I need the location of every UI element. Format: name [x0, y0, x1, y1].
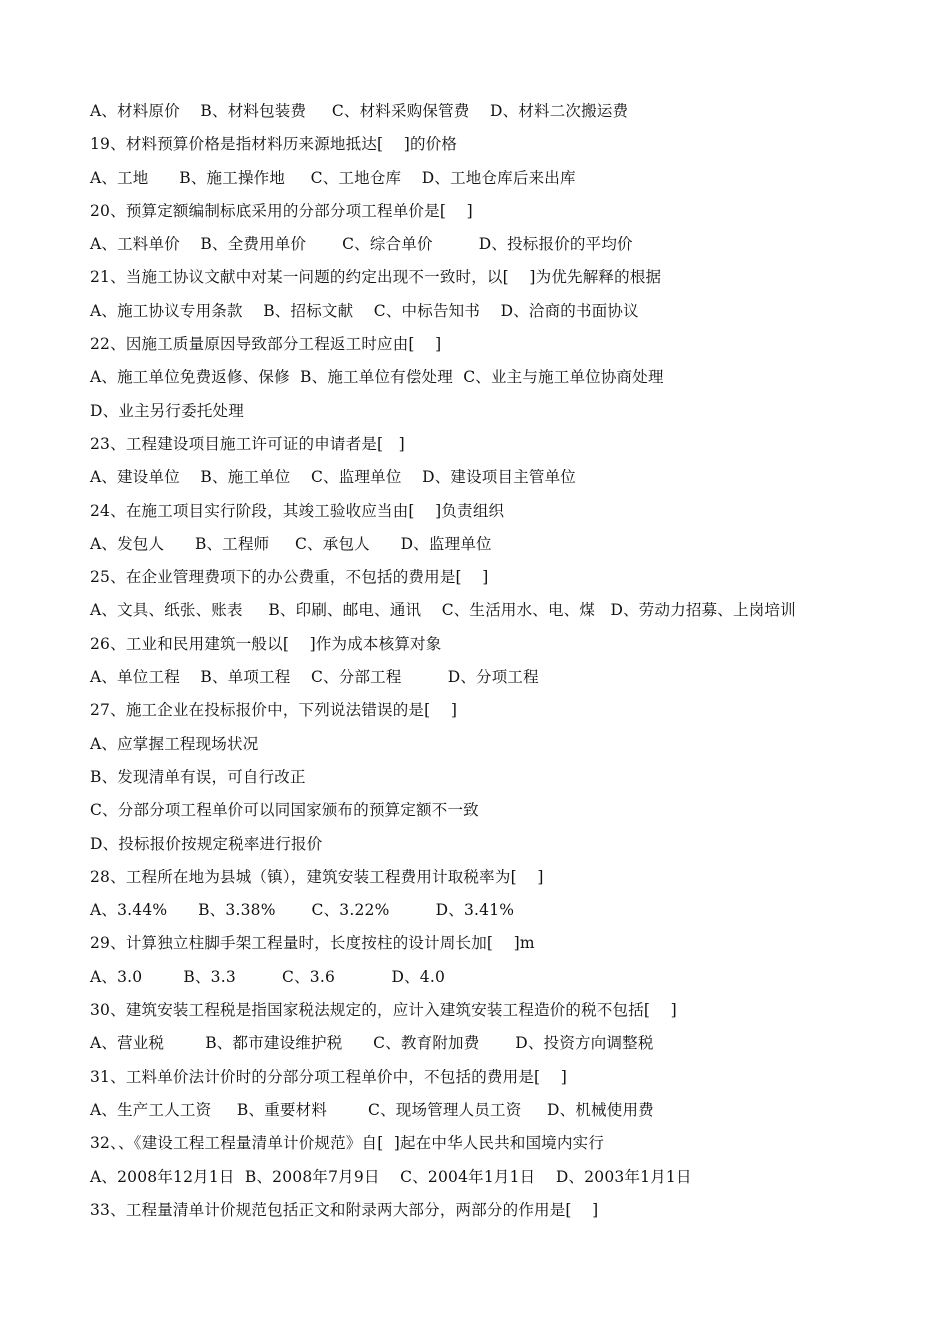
- text-line: C、分部分项工程单价可以同国家颁布的预算定额不一致: [90, 801, 479, 820]
- text-line: 23、工程建设项目施工许可证的申请者是[ ]: [90, 434, 405, 453]
- text-line: D、投标报价按规定税率进行报价: [90, 834, 323, 853]
- text-line: 29、计算独立柱脚手架工程量时，长度按柱的设计周长加[ ]m: [90, 934, 535, 953]
- text-line: 31、工料单价法计价时的分部分项工程单价中，不包括的费用是[ ]: [90, 1067, 568, 1086]
- text-line: 32、、《建设工程工程量清单计价规范》自[ ]起在中华人民共和国境内实行: [90, 1134, 605, 1153]
- text-line: B、发现清单有误，可自行改正: [90, 767, 306, 786]
- text-line: A、工料单价 B、全费用单价 C、综合单价 D、投标报价的平均价: [90, 235, 633, 254]
- text-line: A、施工单位免费返修、保修 B、施工单位有偿处理 C、业主与施工单位协商处理: [90, 368, 664, 387]
- text-line: A、3.44% B、3.38% C、3.22% D、3.41%: [90, 901, 515, 920]
- text-line: 33、工程量清单计价规范包括正文和附录两大部分，两部分的作用是[ ]: [90, 1200, 599, 1219]
- text-line: A、应掌握工程现场状况: [90, 734, 259, 753]
- text-line: 28、工程所在地为县城（镇），建筑安装工程费用计取税率为[ ]: [90, 867, 544, 886]
- text-line: 22、因施工质量原因导致部分工程返工时应由[ ]: [90, 335, 442, 354]
- question-text-block: [90, 99, 940, 1231]
- text-line: A、文具、纸张、账表 B、印刷、邮电、通讯 C、生活用水、电、煤 D、劳动力招募、上岗培训: [90, 601, 796, 620]
- text-line: A、施工协议专用条款 B、招标文献 C、中标告知书 D、洽商的书面协议: [90, 301, 639, 320]
- text-line: 27、施工企业在投标报价中，下列说法错误的是[ ]: [90, 701, 458, 720]
- text-line: 20、预算定额编制标底采用的分部分项工程单价是[ ]: [90, 201, 473, 220]
- text-line: A、生产工人工资 B、重要材料 C、现场管理人员工资 D、机械使用费: [90, 1100, 654, 1119]
- text-line: 25、在企业管理费项下的办公费重，不包括的费用是[ ]: [90, 568, 489, 587]
- text-line: A、2008年12月1日 B、2008年7月9日 C、2004年1月1日 D、2003年1月1日: [90, 1167, 692, 1186]
- text-line: A、材料原价 B、材料包装费 C、材料采购保管费 D、材料二次搬运费: [90, 102, 629, 120]
- text-line: 26、工业和民用建筑一般以[ ]作为成本核算对象: [90, 634, 442, 653]
- text-line: A、发包人 B、工程师 C、承包人 D、监理单位: [90, 534, 492, 553]
- text-line: A、单位工程 B、单项工程 C、分部工程 D、分项工程: [90, 668, 539, 687]
- text-line: A、建设单位 B、施工单位 C、监理单位 D、建设项目主管单位: [90, 468, 576, 487]
- text-line: 21、当施工协议文献中对某一问题的约定出现不一致时，以[ ]为优先解释的根据: [90, 268, 662, 287]
- text-line: D、业主另行委托处理: [90, 401, 244, 420]
- text-line: A、3.0 B、3.3 C、3.6 D、4.0: [90, 967, 446, 986]
- text-line: 30、建筑安装工程税是指国家税法规定的，应计入建筑安装工程造价的税不包括[ ]: [90, 1001, 677, 1020]
- text-line: 19、材料预算价格是指材料历来源地抵达[ ]的价格: [90, 135, 458, 154]
- text-line: 24、在施工项目实行阶段，其竣工验收应当由[ ]负责组织: [90, 501, 505, 520]
- text-line: A、工地 B、施工操作地 C、工地仓库 D、工地仓库后来出库: [90, 168, 576, 187]
- text-line: A、营业税 B、都市建设维护税 C、教育附加费 D、投资方向调整税: [90, 1034, 654, 1053]
